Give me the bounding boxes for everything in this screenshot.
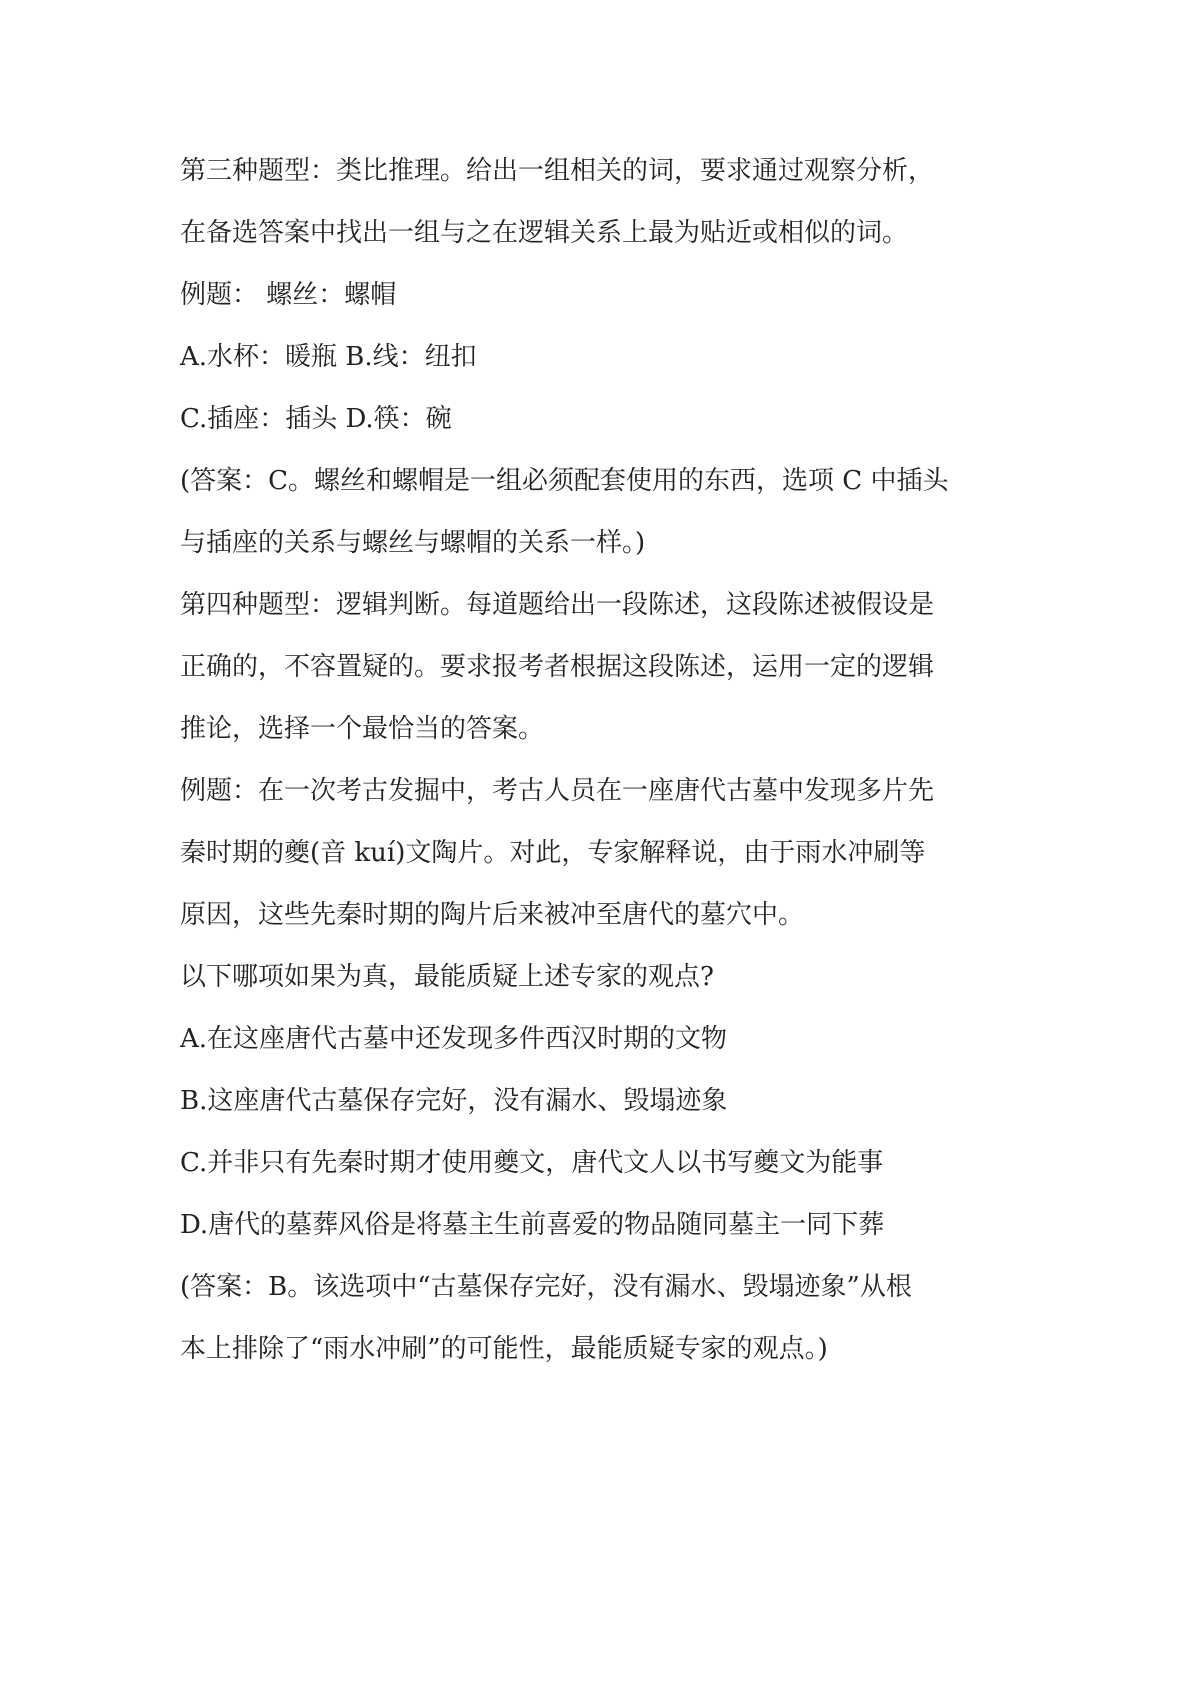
paragraph-line: 以下哪项如果为真，最能质疑上述专家的观点? <box>180 962 714 992</box>
paragraph-line: 推论，选择一个最恰当的答案。 <box>180 714 545 744</box>
paragraph-line: 在备选答案中找出一组与之在逻辑关系上最为贴近或相似的词。 <box>180 218 909 248</box>
paragraph-line: 第四种题型：逻辑判断。每道题给出一段陈述，这段陈述被假设是 <box>180 590 935 620</box>
paragraph-line: (答案：C。螺丝和螺帽是一组必须配套使用的东西，选项 C 中插头 <box>180 466 949 496</box>
paragraph-line: C.插座：插头 D.筷：碗 <box>180 404 452 434</box>
paragraph-line: A.在这座唐代古墓中还发现多件西汉时期的文物 <box>180 1024 728 1054</box>
paragraph-line: 与插座的关系与螺丝与螺帽的关系一样。) <box>180 528 646 558</box>
paragraph-line: A.水杯：暖瓶 B.线：纽扣 <box>180 342 477 372</box>
paragraph-line: 第三种题型：类比推理。给出一组相关的词，要求通过观察分析， <box>180 156 935 186</box>
paragraph-line: D.唐代的墓葬风俗是将墓主生前喜爱的物品随同墓主一同下葬 <box>180 1210 885 1240</box>
paragraph-line: 原因，这些先秦时期的陶片后来被冲至唐代的墓穴中。 <box>180 900 805 930</box>
paragraph-line: (答案：B。该选项中“古墓保存完好，没有漏水、毁塌迹象”从根 <box>180 1272 912 1302</box>
paragraph-line: 本上排除了“雨水冲刷”的可能性，最能质疑专家的观点。) <box>180 1334 828 1364</box>
paragraph-line: 秦时期的夔(音 kuí)文陶片。对此，专家解释说，由于雨水冲刷等 <box>180 838 926 868</box>
paragraph-line: 正确的，不容置疑的。要求报考者根据这段陈述，运用一定的逻辑 <box>180 652 935 682</box>
paragraph-line: 例题： 螺丝：螺帽 <box>180 280 397 310</box>
paragraph-line: B.这座唐代古墓保存完好，没有漏水、毁塌迹象 <box>180 1086 728 1116</box>
paragraph-line: 例题：在一次考古发掘中，考古人员在一座唐代古墓中发现多片先 <box>180 776 935 806</box>
document-body <box>180 152 1010 1392</box>
paragraph-line: C.并非只有先秦时期才使用夔文，唐代文人以书写夔文为能事 <box>180 1148 884 1178</box>
